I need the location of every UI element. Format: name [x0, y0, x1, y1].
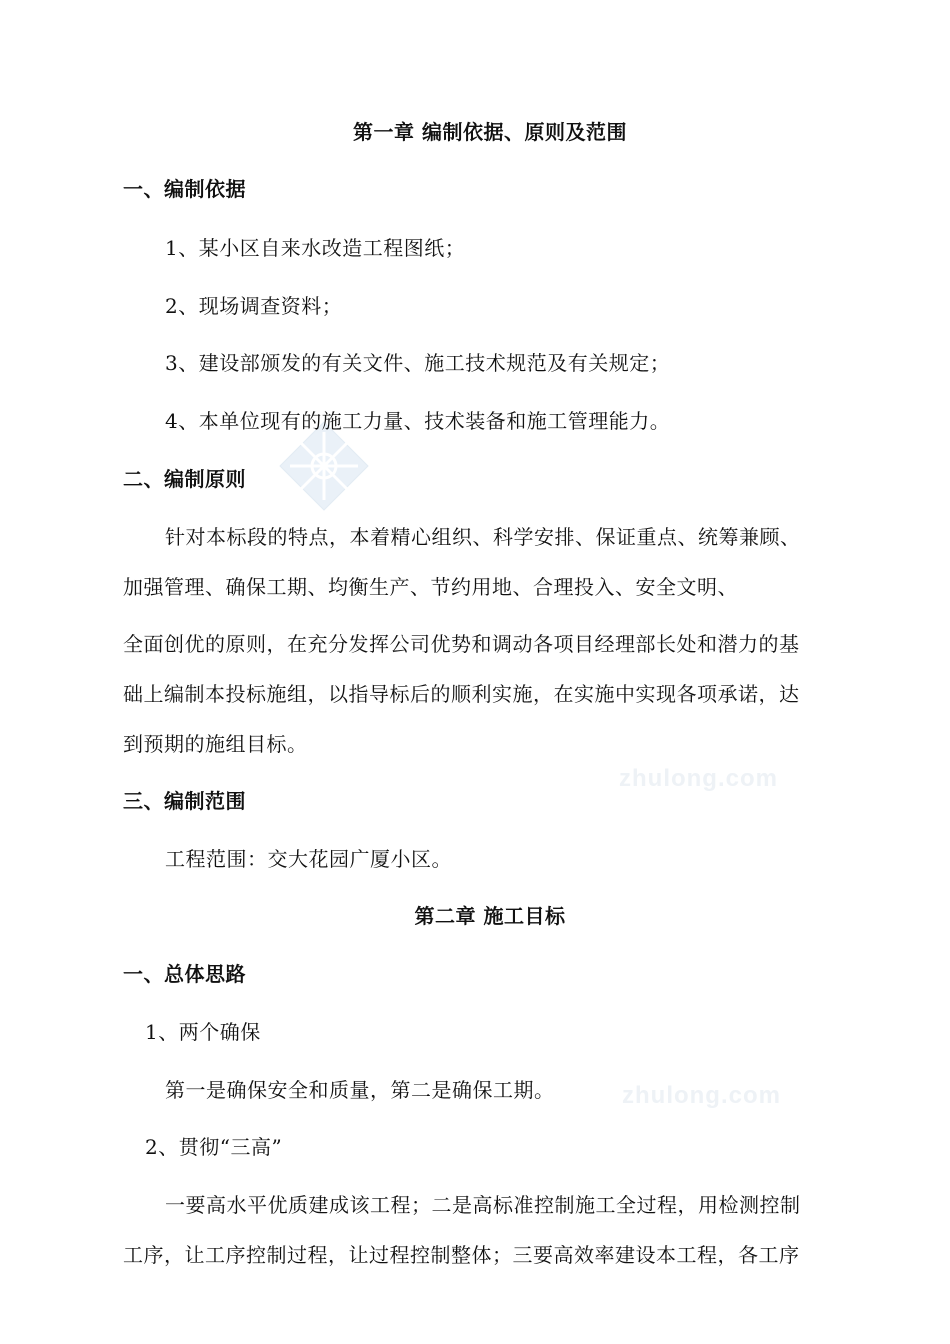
- section-heading: 一、编制依据: [123, 177, 246, 201]
- paragraph-line: 工程范围：交大花园广厦小区。: [165, 847, 452, 871]
- section-heading: 三、编制范围: [123, 789, 246, 813]
- paragraph-line: 工序，让工序控制过程，让过程控制整体；三要高效率建设本工程，各工序: [123, 1243, 800, 1267]
- list-item: 1、两个确保: [145, 1020, 261, 1044]
- section-heading: 一、总体思路: [123, 962, 246, 986]
- list-item: 2、现场调查资料；: [165, 294, 343, 318]
- watermark-text: zhulong.com: [619, 765, 778, 792]
- paragraph-line: 针对本标段的特点，本着精心组织、科学安排、保证重点、统筹兼顾、: [165, 525, 801, 549]
- chapter-2-title: 第二章 施工目标: [414, 904, 566, 928]
- list-item: 2、贯彻“三高”: [145, 1135, 283, 1159]
- chapter-1-title: 第一章 编制依据、原则及范围: [353, 120, 627, 144]
- section-heading: 二、编制原则: [123, 467, 246, 491]
- list-item: 4、本单位现有的施工力量、技术装备和施工管理能力。: [165, 409, 671, 433]
- paragraph-line: 第一是确保安全和质量，第二是确保工期。: [165, 1078, 555, 1102]
- watermark-text: zhulong.com: [622, 1082, 781, 1109]
- paragraph-line: 一要高水平优质建成该工程；二是高标准控制施工全过程，用检测控制: [165, 1193, 801, 1217]
- list-item: 3、建设部颁发的有关文件、施工技术规范及有关规定；: [165, 351, 671, 375]
- list-item: 1、某小区自来水改造工程图纸；: [165, 236, 466, 260]
- paragraph-line: 础上编制本投标施组，以指导标后的顺利实施，在实施中实现各项承诺，达: [123, 682, 800, 706]
- paragraph-line: 全面创优的原则，在充分发挥公司优势和调动各项目经理部长处和潜力的基: [123, 632, 800, 656]
- paragraph-line: 加强管理、确保工期、均衡生产、节约用地、合理投入、安全文明、: [123, 575, 738, 599]
- paragraph-line: 到预期的施组目标。: [123, 732, 308, 756]
